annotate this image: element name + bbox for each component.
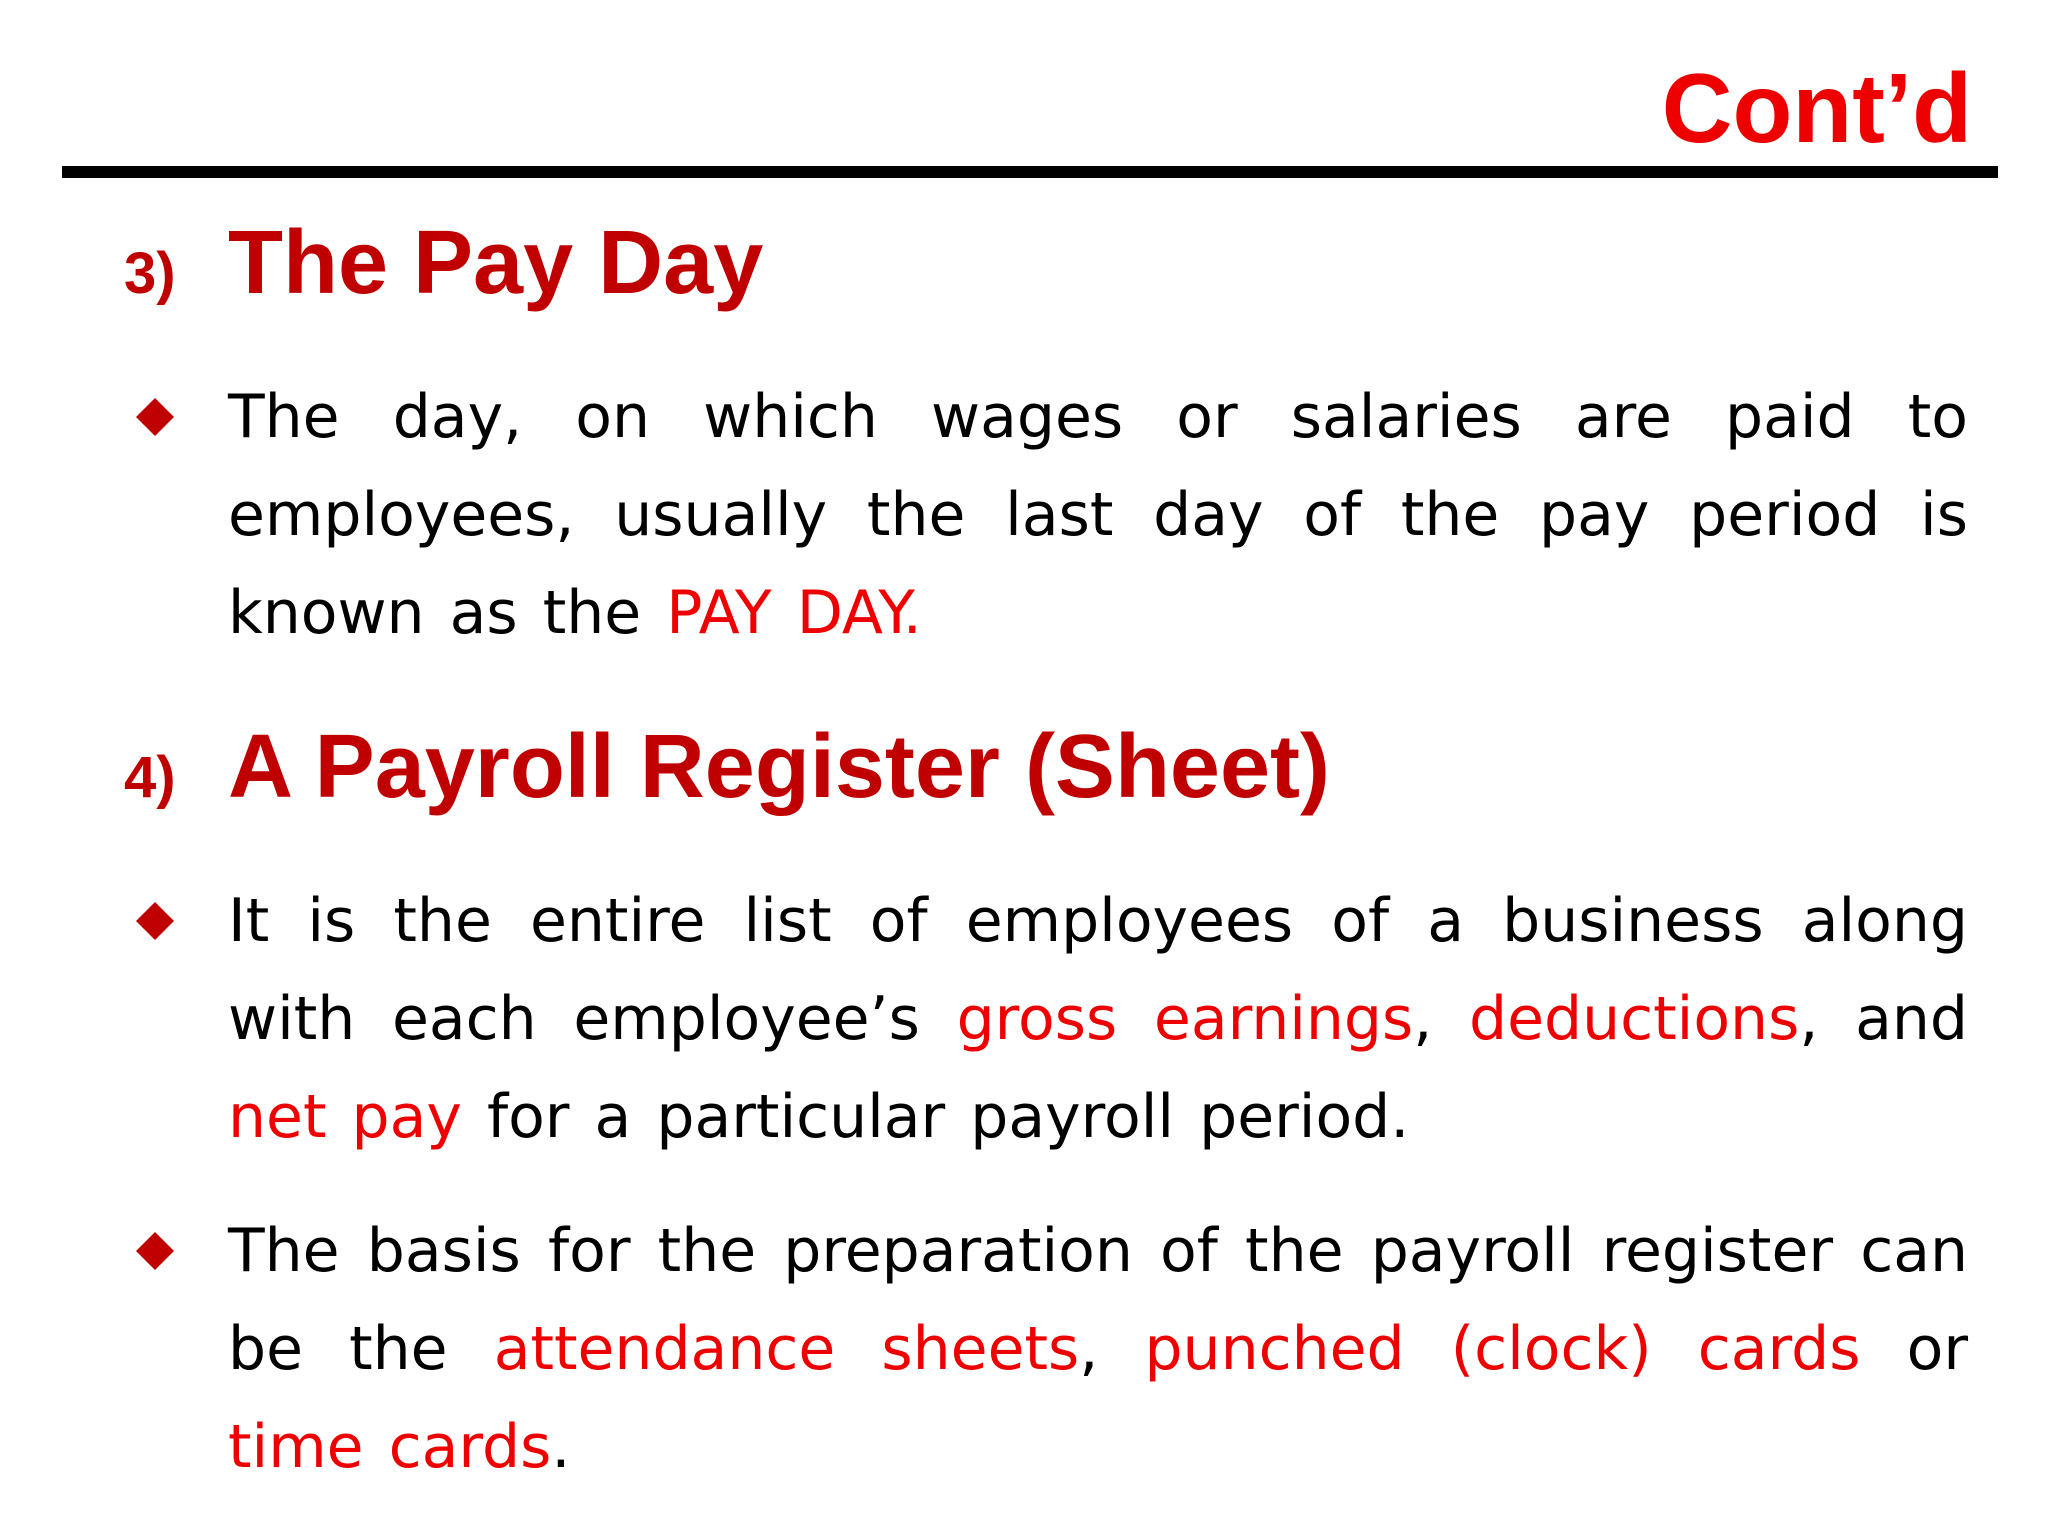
text-segment: , and bbox=[1799, 984, 1968, 1054]
text-segment: . bbox=[551, 1412, 571, 1482]
section-heading-pay-day bbox=[124, 212, 763, 315]
slide-title: Cont’d bbox=[1661, 53, 1972, 163]
text-segment: It is the entire list of employees of a business along with each employee’s bbox=[228, 886, 1968, 1054]
section-title: A Payroll Register (Sheet) bbox=[228, 717, 1330, 817]
text-segment: or bbox=[1860, 1314, 1968, 1384]
text-segment: The basis for the preparation of the payroll register can be the bbox=[228, 1216, 1968, 1384]
title-divider bbox=[62, 166, 1998, 178]
section-number: 4) bbox=[124, 745, 176, 810]
highlighted-term: PAY DAY. bbox=[666, 578, 922, 648]
highlighted-term: gross earnings bbox=[956, 984, 1414, 1054]
bullet-paragraph bbox=[228, 1202, 1968, 1496]
diamond-bullet-icon bbox=[136, 902, 174, 940]
text-segment: The day, on which wages or salaries are paid to employees, usually the last day of the pay period is known as the bbox=[228, 382, 1968, 648]
text-segment: for a particular payroll period. bbox=[461, 1082, 1410, 1152]
section-title: The Pay Day bbox=[228, 213, 764, 313]
bullet-paragraph bbox=[228, 872, 1968, 1166]
highlighted-term: attendance sheets bbox=[493, 1314, 1080, 1384]
section-heading-payroll-register bbox=[124, 716, 1330, 819]
bullet-paragraph bbox=[228, 368, 1968, 662]
text-segment: , bbox=[1079, 1314, 1145, 1384]
highlighted-term: deductions bbox=[1469, 984, 1800, 1054]
diamond-bullet-icon bbox=[136, 1232, 174, 1270]
section-number: 3) bbox=[124, 241, 176, 306]
diamond-bullet-icon bbox=[136, 398, 174, 436]
highlighted-term: punched (clock) cards bbox=[1144, 1314, 1861, 1384]
highlighted-term: net pay bbox=[228, 1082, 462, 1152]
highlighted-term: time cards bbox=[228, 1412, 552, 1482]
text-segment: , bbox=[1413, 984, 1470, 1054]
